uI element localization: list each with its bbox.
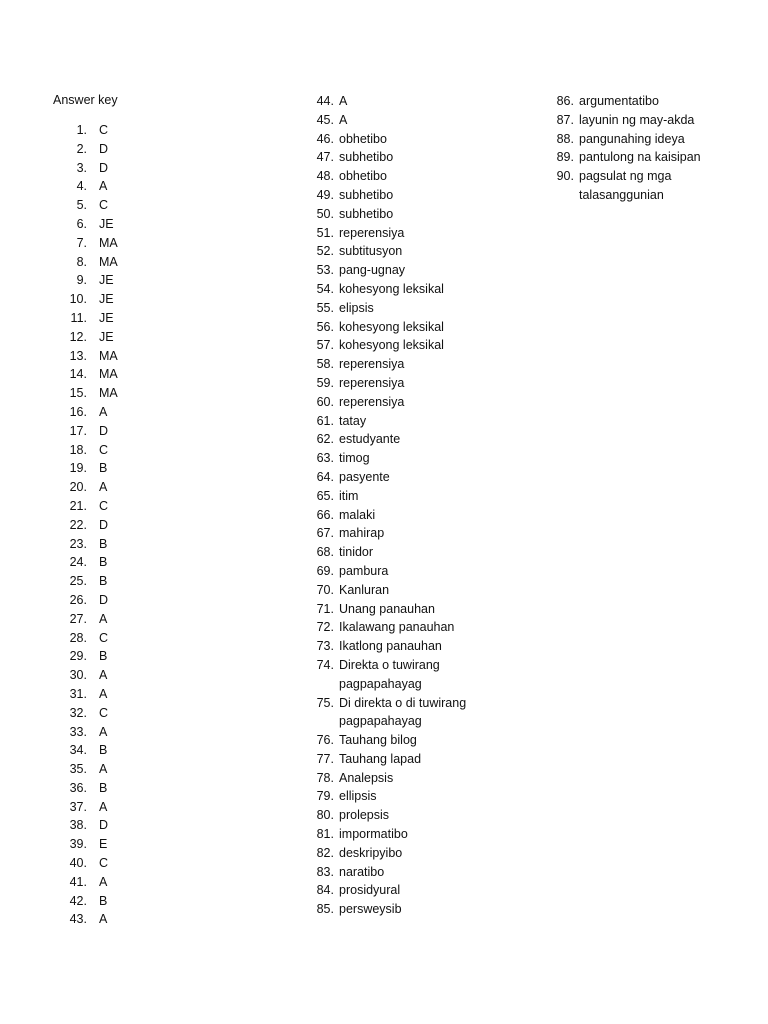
answer-number: 46.: [316, 131, 334, 146]
answer-text: D: [99, 141, 109, 156]
answer-item: [528, 130, 738, 149]
answer-item: [47, 798, 118, 817]
answer-text: Di direkta o di tuwirang pagpapahayag: [339, 695, 467, 729]
answer-item: [288, 167, 498, 186]
answer-number: 11.: [70, 310, 87, 325]
answer-text: Analepsis: [339, 770, 394, 785]
answer-text: argumentatibo: [579, 94, 659, 108]
answer-text: C: [99, 442, 109, 457]
answer-item: [288, 224, 498, 243]
answer-number: 36.: [69, 780, 87, 795]
answer-number: 21.: [69, 498, 87, 513]
answer-number: 82.: [316, 845, 334, 860]
answer-item: [47, 591, 118, 610]
answer-text: A: [99, 912, 108, 927]
answer-text: D: [99, 160, 109, 175]
answer-item: [288, 430, 498, 449]
answer-number: 61.: [316, 413, 334, 428]
answer-number: 52.: [316, 244, 334, 259]
answer-number: 67.: [316, 526, 334, 541]
answer-number: 8.: [76, 254, 87, 269]
answer-number: 22.: [69, 517, 87, 532]
answer-number: 59.: [316, 375, 334, 390]
answer-item: [47, 121, 118, 140]
answer-number: 34.: [69, 743, 87, 758]
answer-item: [47, 177, 118, 196]
answer-number: 27.: [69, 611, 87, 626]
answer-item: [47, 704, 118, 723]
answer-text: A: [99, 668, 108, 683]
answer-number: 39.: [69, 837, 87, 852]
answer-number: 25.: [69, 574, 87, 589]
answer-item: [288, 318, 498, 337]
answer-number: 32.: [69, 705, 87, 720]
answer-number: 7.: [76, 235, 87, 250]
answer-number: 3.: [76, 160, 87, 175]
answer-number: 41.: [69, 874, 87, 889]
answer-text: subhetibo: [339, 187, 394, 202]
answer-text: D: [99, 517, 109, 532]
answer-item: [47, 685, 118, 704]
answer-item: [288, 750, 498, 769]
answer-item: [528, 111, 738, 130]
answer-text: B: [99, 555, 108, 570]
answer-number: 53.: [316, 263, 334, 278]
answer-item: [288, 562, 498, 581]
answer-number: 47.: [316, 150, 334, 165]
answer-number: 17.: [69, 423, 87, 438]
answer-text: C: [99, 856, 109, 871]
answer-number: 49.: [316, 187, 334, 202]
answer-item: [288, 374, 498, 393]
answer-item: [288, 111, 498, 130]
answer-item: [47, 535, 118, 554]
answer-number: 84.: [316, 883, 334, 898]
answer-number: 79.: [316, 789, 334, 804]
answer-item: [288, 618, 498, 637]
answer-number: 31.: [69, 686, 87, 701]
answer-text: A: [99, 874, 108, 889]
answer-item: [288, 242, 498, 261]
answer-item: [47, 459, 118, 478]
answer-text: A: [339, 94, 348, 108]
answer-item: [47, 422, 118, 441]
answer-number: 6.: [76, 216, 87, 231]
answer-number: 77.: [316, 751, 334, 766]
answer-number: 38.: [69, 818, 87, 833]
answer-item: [47, 347, 118, 366]
answer-number: 86.: [556, 94, 574, 108]
answer-number: 35.: [69, 762, 87, 777]
answer-text: A: [99, 724, 108, 739]
answer-number: 9.: [76, 273, 87, 288]
answer-text: D: [99, 423, 109, 438]
answer-item: [288, 581, 498, 600]
answer-text: C: [99, 630, 109, 645]
answer-number: 28.: [69, 630, 87, 645]
answer-item: [47, 140, 118, 159]
answer-text: Ikatlong panauhan: [339, 639, 442, 654]
answer-text: subhetibo: [339, 150, 394, 165]
answer-text: pagsulat ng mga talasanggunian: [579, 169, 672, 202]
answer-item: [288, 355, 498, 374]
answer-text: D: [99, 818, 109, 833]
answer-number: 75.: [316, 695, 334, 710]
answer-number: 48.: [316, 169, 334, 184]
answer-text: MA: [99, 235, 118, 250]
answer-text: Unang panauhan: [339, 601, 435, 616]
answer-number: 19.: [69, 461, 87, 476]
answer-number: 2.: [76, 141, 87, 156]
answer-item: [47, 610, 118, 629]
answer-number: 33.: [69, 724, 87, 739]
answer-item: [47, 835, 118, 854]
answer-text: B: [99, 780, 108, 795]
answer-number: 10.: [69, 292, 87, 307]
answer-item: [47, 403, 118, 422]
answer-text: C: [99, 198, 109, 213]
answer-text: JE: [99, 292, 114, 307]
answer-text: JE: [99, 310, 114, 325]
answer-text: C: [99, 705, 109, 720]
answer-text: kohesyong leksikal: [339, 319, 444, 334]
answer-number: 78.: [316, 770, 334, 785]
answer-number: 1.: [76, 123, 87, 137]
answer-text: JE: [99, 273, 114, 288]
answer-number: 66.: [316, 507, 334, 522]
answer-item: [47, 328, 118, 347]
answer-text: mahirap: [339, 526, 385, 541]
answer-item: [47, 741, 118, 760]
answer-key-title: Answer key: [53, 93, 118, 107]
answer-number: 40.: [69, 856, 87, 871]
answer-item: [528, 167, 738, 205]
answer-number: 83.: [316, 864, 334, 879]
answer-number: 26.: [69, 592, 87, 607]
answer-item: [288, 261, 498, 280]
answer-number: 58.: [316, 357, 334, 372]
answer-text: MA: [99, 348, 118, 363]
answer-text: prosidyural: [339, 883, 401, 898]
answer-text: MA: [99, 367, 118, 382]
answer-item: [47, 196, 118, 215]
answer-item: [47, 816, 118, 835]
answer-item: [47, 666, 118, 685]
answer-number: 50.: [316, 206, 334, 221]
answer-text: B: [99, 893, 108, 908]
answer-item: [288, 449, 498, 468]
answer-item: [288, 900, 498, 919]
answer-item: [288, 844, 498, 863]
answer-item: [288, 543, 498, 562]
answer-item: [47, 384, 118, 403]
answer-text: naratibo: [339, 864, 385, 879]
answer-text: pambura: [339, 563, 389, 578]
answer-text: Tauhang bilog: [339, 733, 417, 748]
answer-number: 62.: [316, 432, 334, 447]
answer-text: impormatibo: [339, 827, 408, 842]
answer-text: B: [99, 743, 108, 758]
answer-item: [288, 731, 498, 750]
answer-number: 64.: [316, 469, 334, 484]
answer-item: [288, 280, 498, 299]
answer-text: A: [99, 179, 108, 194]
answer-column-1: [47, 121, 118, 929]
answer-column-3: [528, 92, 738, 205]
answer-item: [47, 497, 118, 516]
answer-text: estudyante: [339, 432, 401, 447]
answer-text: subhetibo: [339, 206, 394, 221]
answer-item: [47, 365, 118, 384]
answer-text: Direkta o tuwirang pagpapahayag: [339, 657, 440, 691]
answer-text: A: [99, 799, 108, 814]
answer-text: subtitusyon: [339, 244, 403, 259]
answer-item: [47, 854, 118, 873]
answer-text: Kanluran: [339, 582, 390, 597]
answer-number: 51.: [316, 225, 334, 240]
answer-item: [288, 656, 498, 694]
answer-item: [47, 779, 118, 798]
answer-text: B: [99, 649, 108, 664]
answer-text: kohesyong leksikal: [339, 338, 444, 353]
answer-text: obhetibo: [339, 131, 387, 146]
answer-number: 70.: [316, 582, 334, 597]
answer-number: 12.: [69, 329, 87, 344]
answer-number: 85.: [316, 902, 334, 917]
answer-number: 57.: [316, 338, 334, 353]
answer-item: [288, 863, 498, 882]
answer-item: [288, 769, 498, 788]
answer-number: 90.: [556, 169, 574, 184]
answer-item: [47, 309, 118, 328]
answer-text: JE: [99, 329, 114, 344]
answer-item: [47, 478, 118, 497]
answer-item: [288, 148, 498, 167]
answer-item: [47, 723, 118, 742]
answer-number: 45.: [316, 112, 334, 127]
answer-text: deskripyibo: [339, 845, 403, 860]
answer-number: 18.: [69, 442, 87, 457]
answer-text: MA: [99, 386, 118, 401]
answer-item: [47, 553, 118, 572]
answer-item: [47, 892, 118, 911]
answer-number: 29.: [69, 649, 87, 664]
answer-item: [288, 299, 498, 318]
answer-number: 4.: [76, 179, 87, 194]
answer-text: A: [339, 112, 348, 127]
answer-text: pasyente: [339, 469, 390, 484]
answer-text: B: [99, 536, 108, 551]
answer-number: 88.: [556, 131, 574, 146]
answer-text: C: [99, 123, 109, 137]
answer-text: B: [99, 574, 108, 589]
answer-text: pangunahing ideya: [579, 131, 685, 146]
answer-text: Tauhang lapad: [339, 751, 422, 766]
answer-item: [47, 572, 118, 591]
answer-item: [288, 393, 498, 412]
answer-number: 63.: [316, 451, 334, 466]
answer-number: 37.: [69, 799, 87, 814]
answer-item: [288, 825, 498, 844]
answer-item: [288, 468, 498, 487]
answer-number: 72.: [316, 620, 334, 635]
answer-number: 74.: [316, 657, 334, 672]
answer-item: [288, 600, 498, 619]
answer-number: 80.: [316, 808, 334, 823]
answer-text: A: [99, 686, 108, 701]
answer-text: D: [99, 592, 109, 607]
answer-item: [47, 290, 118, 309]
answer-number: 5.: [76, 198, 87, 213]
answer-item: [47, 215, 118, 234]
answer-item: [47, 873, 118, 892]
answer-text: pang-ugnay: [339, 263, 406, 278]
answer-item: [288, 881, 498, 900]
answer-number: 69.: [316, 563, 334, 578]
answer-text: MA: [99, 254, 118, 269]
answer-text: reperensiya: [339, 357, 405, 372]
answer-item: [288, 806, 498, 825]
answer-item: [288, 787, 498, 806]
answer-text: kohesyong leksikal: [339, 281, 444, 296]
answer-text: A: [99, 611, 108, 626]
answer-text: A: [99, 762, 108, 777]
answer-text: layunin ng may-akda: [579, 112, 695, 127]
answer-number: 13.: [69, 348, 87, 363]
answer-item: [47, 629, 118, 648]
answer-text: C: [99, 498, 109, 513]
answer-item: [288, 637, 498, 656]
answer-text: E: [99, 837, 108, 852]
answer-number: 20.: [69, 480, 87, 495]
answer-text: prolepsis: [339, 808, 390, 823]
answer-item: [47, 760, 118, 779]
answer-text: A: [99, 480, 108, 495]
answer-number: 54.: [316, 281, 334, 296]
answer-number: 15.: [69, 386, 87, 401]
answer-number: 76.: [316, 733, 334, 748]
answer-text: obhetibo: [339, 169, 387, 184]
answer-item: [288, 524, 498, 543]
answer-item: [288, 506, 498, 525]
answer-text: itim: [339, 488, 359, 503]
answer-number: 81.: [316, 827, 334, 842]
answer-item: [47, 647, 118, 666]
answer-number: 44.: [316, 94, 334, 108]
answer-item: [47, 234, 118, 253]
answer-text: malaki: [339, 507, 376, 522]
answer-item: [288, 694, 498, 732]
answer-item: [288, 186, 498, 205]
answer-text: reperensiya: [339, 394, 405, 409]
answer-item: [47, 516, 118, 535]
answer-item: [288, 92, 498, 111]
answer-text: reperensiya: [339, 225, 405, 240]
answer-item: [47, 159, 118, 178]
answer-number: 42.: [69, 893, 87, 908]
answer-text: timog: [339, 451, 370, 466]
answer-number: 23.: [69, 536, 87, 551]
answer-text: B: [99, 461, 108, 476]
answer-number: 24.: [69, 555, 87, 570]
answer-text: pantulong na kaisipan: [579, 150, 701, 165]
answer-column-2: [288, 92, 498, 919]
answer-item: [47, 910, 118, 929]
answer-text: reperensiya: [339, 375, 405, 390]
answer-number: 14.: [69, 367, 87, 382]
answer-text: Ikalawang panauhan: [339, 620, 455, 635]
answer-item: [288, 487, 498, 506]
answer-number: 89.: [556, 150, 574, 165]
answer-number: 56.: [316, 319, 334, 334]
answer-number: 43.: [69, 912, 87, 927]
answer-item: [47, 253, 118, 272]
answer-text: elipsis: [339, 300, 374, 315]
answer-item: [47, 441, 118, 460]
answer-text: tinidor: [339, 545, 374, 560]
answer-text: JE: [99, 216, 114, 231]
answer-item: [528, 148, 738, 167]
answer-text: tatay: [339, 413, 367, 428]
answer-item: [288, 130, 498, 149]
answer-item: [288, 205, 498, 224]
answer-item: [47, 271, 118, 290]
answer-number: 73.: [316, 639, 334, 654]
answer-number: 55.: [316, 300, 334, 315]
answer-number: 60.: [316, 394, 334, 409]
answer-item: [288, 412, 498, 431]
answer-text: persweysib: [339, 902, 402, 917]
answer-item: [288, 336, 498, 355]
answer-number: 30.: [69, 668, 87, 683]
answer-number: 65.: [316, 488, 334, 503]
answer-number: 68.: [316, 545, 334, 560]
answer-item: [528, 92, 738, 111]
answer-text: ellipsis: [339, 789, 377, 804]
answer-number: 16.: [69, 404, 87, 419]
answer-number: 87.: [556, 112, 574, 127]
answer-text: A: [99, 404, 108, 419]
answer-number: 71.: [316, 601, 334, 616]
